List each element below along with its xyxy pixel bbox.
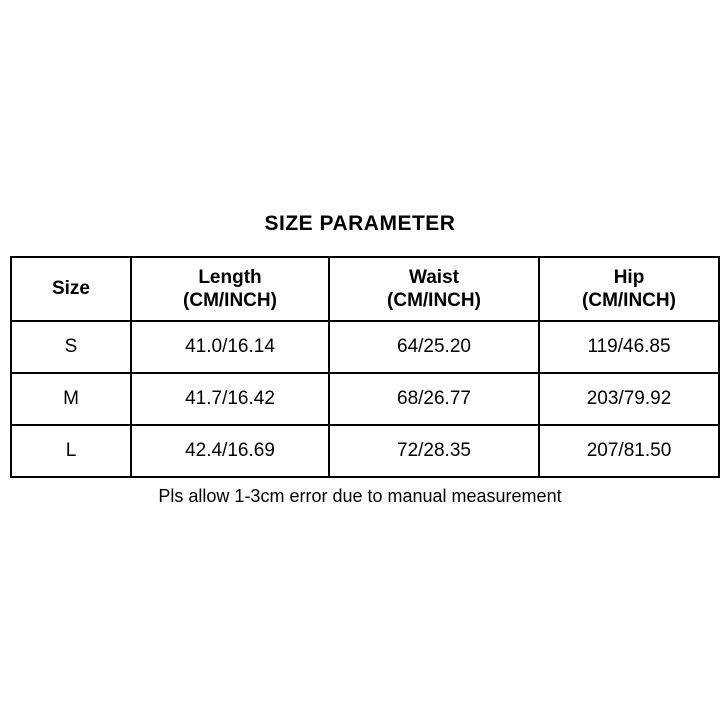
cell-length: 41.7/16.42 xyxy=(131,373,329,425)
cell-hip: 203/79.92 xyxy=(539,373,719,425)
column-header-waist xyxy=(329,257,539,321)
table-row xyxy=(11,321,719,373)
cell-size: S xyxy=(11,321,131,373)
cell-size: M xyxy=(11,373,131,425)
cell-hip: 207/81.50 xyxy=(539,425,719,477)
cell-length: 41.0/16.14 xyxy=(131,321,329,373)
column-header-length xyxy=(131,257,329,321)
cell-waist: 72/28.35 xyxy=(329,425,539,477)
cell-waist: 68/26.77 xyxy=(329,373,539,425)
measurement-note: Pls allow 1-3cm error due to manual measurement xyxy=(158,486,562,506)
cell-waist: 64/25.20 xyxy=(329,321,539,373)
column-header-hip xyxy=(539,257,719,321)
column-header-length-label: Length xyxy=(198,266,262,288)
column-header-hip-unit: (CM/INCH) xyxy=(582,290,676,311)
page-title: SIZE PARAMETER xyxy=(264,212,456,235)
table-header xyxy=(11,257,719,321)
table-body xyxy=(11,321,719,477)
table-row xyxy=(11,373,719,425)
table-row xyxy=(11,425,719,477)
column-header-waist-unit: (CM/INCH) xyxy=(387,290,481,311)
cell-hip: 119/46.85 xyxy=(539,321,719,373)
column-header-size xyxy=(11,257,131,321)
column-header-waist-label: Waist xyxy=(409,266,459,288)
column-header-size-label: Size xyxy=(51,278,91,300)
cell-size: L xyxy=(11,425,131,477)
column-header-hip-label: Hip xyxy=(613,266,645,288)
size-parameter-table xyxy=(10,256,720,478)
size-table-container xyxy=(10,256,710,478)
table-header-row xyxy=(11,257,719,321)
column-header-length-unit: (CM/INCH) xyxy=(183,290,277,311)
cell-length: 42.4/16.69 xyxy=(131,425,329,477)
